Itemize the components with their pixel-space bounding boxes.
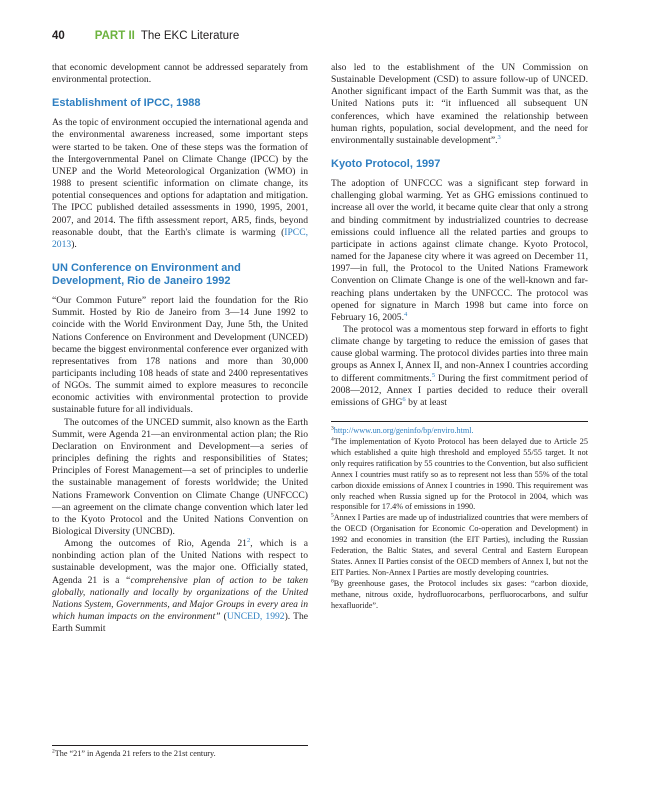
footnote-area-left bbox=[52, 745, 308, 760]
footnote-ref[interactable]: 4 bbox=[404, 310, 408, 318]
footnote: $^2$The “21” in Agenda 21 refers to the 21st century. bbox=[52, 748, 216, 758]
part-title: The EKC Literature bbox=[140, 30, 240, 42]
footnote: $^4$The implementation of Kyoto Protocol has been delayed due to Article 25 which established a quite high threshold and employed 55/55 target. It not only requires ratification by 55 countries to the Convention, but also sufficient Annex I countries must ratify so as to represent not less than 55% of the total carbon dioxide emissions of Annex I countries in 1990. This requirement was only reached when Russia signed up for the Protocol in 2004, which was responsible for 17.4% of emissions in 1990. bbox=[331, 436, 588, 512]
paragraph: also led to the establishment of the UN Commission on Sustainable Development (CSD) to assure follow-up of UNCED. Another significant impact of the Earth Summit was that, as the United Nations puts it: “it influenced all subsequent UN conferences, which have examined the relationship between human rights, population, social development, and the need for environmentally sustainable development”.$^3$ bbox=[331, 62, 588, 146]
paragraph: The adoption of UNFCCC was a significant step forward in challenging global warming. Yet as GHG emissions continued to increase all over the world, it became quite clear that only a strong and binding commitment by industrialized countries to decrease emissions could influence all the related parties and groups to participate in actions against climate change. Kyoto Protocol, named for the Japanese city where it was agreed on December 11, 1997—in full, the Protocol to the United Nations Framework Convention on Climate Change is one of the well-known and far-reaching plans undertaken by the UNFCCC. The protocol was opened for signature in March 1998 but came into force on February 16, 2005.$^4$ bbox=[331, 178, 588, 323]
running-header bbox=[52, 30, 612, 46]
section-heading-ipcc: Establishment of IPCC, 1988 bbox=[52, 97, 201, 110]
left-column bbox=[52, 62, 308, 635]
footnote-ref[interactable]: 5 bbox=[431, 371, 436, 379]
footnote-ref[interactable]: 6 bbox=[402, 395, 406, 403]
quote: “comprehensive plan of action to be taken globally, nationally and locally by organizations of the United Nations System, Governments, and Major Groups in every area in which human impacts on the environment” bbox=[52, 574, 308, 623]
paragraph: that economic development cannot be addressed separately from environmental protection. bbox=[52, 62, 308, 86]
paragraph: The protocol was a momentous step forward in efforts to fight climate change by targeting to reduce the emission of gases that cause global warming. The protocol divides parties into three main groups as Annex I, Annex II, and non-Annex I countries according to different commitments.$^5$ During the first commitment period of 2008—2012, Annex I parties decided to reduce their overall emissions of GHG$^6$ by at least bbox=[331, 323, 588, 408]
footnote-rule bbox=[331, 421, 588, 422]
footnote-ref[interactable]: 2 bbox=[246, 536, 251, 544]
right-column bbox=[331, 62, 588, 611]
paragraph: As the topic of environment occupied the international agenda and the environmental awareness increased, some important steps were started to be taken. One of these steps was the formation of the Intergovernmental Panel on Climate Change (IPCC) by the UNEP and the World Meteorological Organization (WMO) in 1988 to present scientific information on climate change, its potential consequences and options for adaptation and mitigation. The IPCC published detailed assessments in 1990, 1995, 2001, 2007, and 2014. The fifth assessment report, AR5, finds, beyond reasonable doubt, that the Earth's climate is warming (IPCC, 2013). bbox=[52, 117, 308, 250]
footnote-rule bbox=[52, 745, 308, 746]
paragraph: The outcomes of the UNCED summit, also known as the Earth Summit, were Agenda 21—an environmental action plan; the Rio Declaration on Environment and Development—a series of principles defining the rights and responsibilities of States; Principles of Forest Management—a set of principles to underlie the sustainable management of forests worldwide; the United Nations Framework Convention on Climate Change (UNFCCC)—an agreement on the climate change convention which later led to the Kyoto Protocol and the United Nations Convention on Biological Diversity (UNCBD). bbox=[52, 416, 308, 537]
citation-link[interactable]: IPCC, 2013 bbox=[52, 226, 308, 250]
citation-link[interactable]: UNCED, 1992 bbox=[226, 611, 285, 623]
page-number: 40 bbox=[52, 30, 65, 42]
section-heading-kyoto: Kyoto Protocol, 1997 bbox=[331, 158, 441, 171]
paragraph: Among the outcomes of Rio, Agenda $21^2$, which is a nonbinding action plan of the United Nations with respect to sustainable development, was the major one. Officially stated, Agenda 21 is a “comprehensive plan of action to be taken globally, nationally and locally by organizations of the United Nations System, Governments, and Major Groups in every area in which human impacts on the environment” (UNCED, 1992). The Earth Summit bbox=[52, 536, 309, 635]
footnote: $^6$By greenhouse gases, the Protocol includes six gases: “carbon dioxide, methane, nitrous oxide, hydrofluorocarbons, perfluorocarbons, and sulfur hexafluoride”. bbox=[331, 578, 588, 610]
paragraph: “Our Common Future” report laid the foundation for the Rio Summit. Hosted by Rio de Janeiro from 3—14 June 1992 to coincide with the World Environment Day, June 5th, the United Nations Conference on Environment and Development (UNCED) became the biggest environmental conference ever organized with representatives from 178 nations and more than 30,000 participants including 108 heads of state and 2400 representatives of NGOs. The summit aimed to explore measures to reconcile economic activities with environmental protection to provide sustainable future for all individuals. bbox=[52, 295, 308, 416]
footnote-url-link[interactable]: http://www.un.org/geninfo/bp/enviro.html. bbox=[333, 426, 474, 436]
footnote: $^3$http://www.un.org/geninfo/bp/enviro.html. bbox=[331, 425, 474, 436]
footnote: $^5$Annex I Parties are made up of industrialized countries that were members of the OECD (Organisation for Economic Co-operation and Development) in 1992 and economies in transition (the EIT Parties), including the Russian Federation, the Baltic States, and several Central and Eastern European States. Annex II Parties consist of the OECD members of Annex I, but not the EIT Parties. Non-Annex I Parties are mostly developing countries. bbox=[331, 512, 588, 577]
footnote-ref[interactable]: 3 bbox=[497, 133, 501, 141]
part-label: PART II bbox=[94, 30, 135, 42]
section-heading-unced: UN Conference on Environment and Development, Rio de Janeiro 1992 bbox=[52, 262, 241, 288]
